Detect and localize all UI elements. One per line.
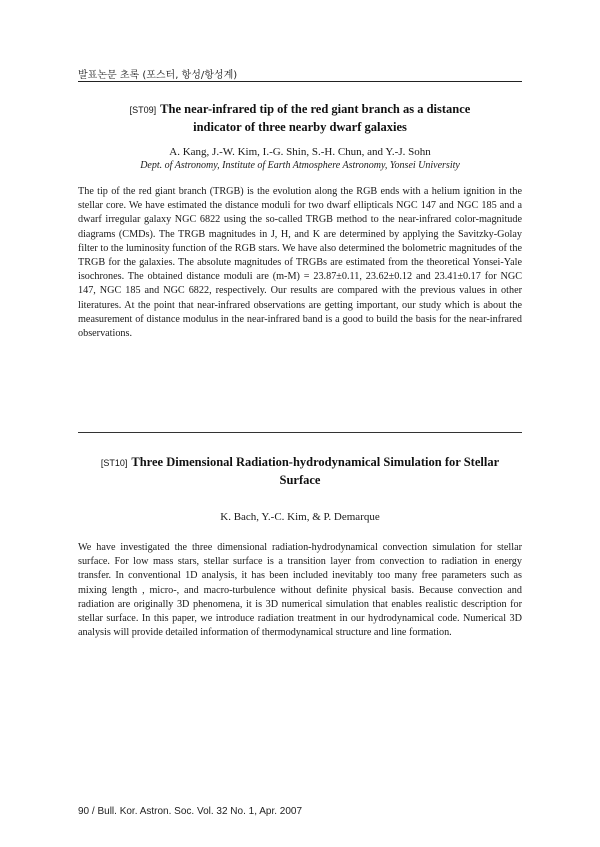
section-divider (78, 432, 522, 433)
article-st09 (78, 101, 522, 341)
title-line-1: Three Dimensional Radiation-hydrodynamical Simulation for Stellar (131, 455, 500, 469)
article-abstract: The tip of the red giant branch (TRGB) is the evolution along the RGB ends with a helium ignition in the stellar core. We have estimated the distance moduli for two dwarf ellipticals NGC 147 and NGC 185 and a dwarf irregular galaxy NGC 6822 using the so-called TRGB method to the near-infrared color-magnitude diagrams (CMDs). The TRGB magnitudes in J, H, and K are determined by applying the Savitzky-Golay filter to the luminosity function of the RGB stars. We have also determined the bolometric magnitudes of the TRGB for the galaxies. The absolute magnitudes of TRGBs are estimated from the theoretical Yonsei-Yale isochrones. The obtained distance moduli are (m-M) = 23.87±0.11, 23.62±0.12 and 23.41±0.17 for NGC 147, NGC 185 and NGC 6822, respectively. Our results are compared with the previous values in other literatures. At the point that near-infrared observations are getting important, our study which is about the measurement of distance modulus in the near-infrared band is a good to build the basis for the near-infrared observations. (78, 186, 522, 340)
article-authors: A. Kang, J.-W. Kim, I.-G. Shin, S.-H. Chun, and Y.-J. Sohn (169, 146, 431, 158)
article-st10 (78, 454, 522, 640)
title-line-2: Surface (279, 473, 321, 487)
article-authors: K. Bach, Y.-C. Kim, & P. Demarque (220, 511, 380, 523)
article-abstract: We have investigated the three dimensional radiation-hydrodynamical convection simulation for stellar surface. For low mass stars, stellar surface is a transition layer from convection to radiation in energy transfer. In conventional 1D analysis, it has been included inevitably too many free parameters such as mixing length , micro-, and macro-turbulence without definite physical basis. Because convection and radiation are originally 3D phenomena, it is 3D numerical simulation that enables realistic description for stellar surface. In this paper, we introduce radiation treatment in our hydrodynamical code. Numerical 3D analysis will provide detailed information of thermodynamical structure and line formation. (78, 542, 522, 639)
header-rule (78, 81, 522, 82)
article-title (78, 101, 522, 136)
article-tag: [ST09] (129, 105, 157, 115)
article-affiliation: Dept. of Astronomy, Institute of Earth Atmosphere Astronomy, Yonsei University (140, 160, 460, 171)
title-line-2: indicator of three nearby dwarf galaxies (193, 120, 407, 134)
article-title (78, 454, 522, 489)
running-header: 발표논문 초록 (포스터, 항성/항성계) (78, 70, 238, 81)
title-line-1: The near-infrared tip of the red giant branch as a distance (160, 102, 471, 116)
page-footer: 90 / Bull. Kor. Astron. Soc. Vol. 32 No. 1, Apr. 2007 (78, 806, 303, 817)
article-tag: [ST10] (100, 458, 128, 468)
